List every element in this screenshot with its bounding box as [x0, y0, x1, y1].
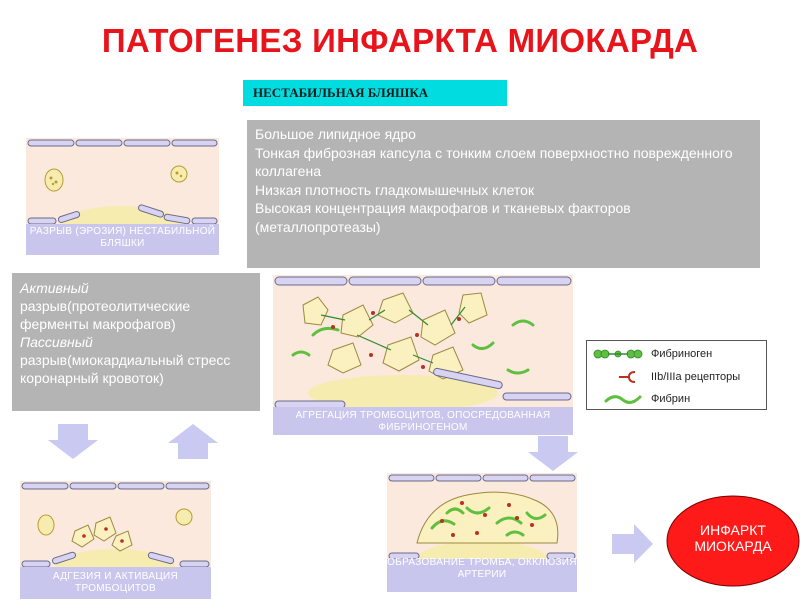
arrow-up-icon	[166, 424, 220, 460]
myocardial-infarction-ellipse	[666, 495, 800, 587]
unstable-plaque-label: НЕСТАБИЛЬНАЯ БЛЯШКА	[243, 80, 507, 106]
page-title: ПАТОГЕНЕЗ ИНФАРКТА МИОКАРДА	[101, 22, 699, 59]
arrow-down-icon	[46, 424, 100, 460]
adhesion-caption: АДГЕЗИЯ И АКТИВАЦИЯ ТРОМБОЦИТОВ	[52, 571, 179, 594]
plaque-features-box	[247, 120, 760, 268]
arrow-down-icon	[526, 436, 580, 472]
aggregation-panel	[273, 275, 573, 435]
outcome-label: ИНФАРКТ МИОКАРДА	[694, 522, 772, 554]
feature-item: Большое липидное ядро	[255, 126, 416, 142]
passive-rupture-title: Пассивный	[20, 334, 93, 350]
legend-item-receptors	[587, 366, 766, 388]
rupture-panel	[26, 138, 219, 255]
fibrinogen-icon	[593, 348, 643, 360]
legend-label-receptors: IIb/IIIa рецепторы	[651, 371, 741, 383]
legend-item-fibrinogen	[587, 343, 766, 365]
feature-item: Тонкая фиброзная капсула с тонким слоем поверхностно поврежденного коллагена	[255, 144, 733, 179]
adhesion-panel	[20, 481, 211, 599]
receptor-icon	[617, 370, 641, 384]
rupture-types-box	[12, 273, 260, 411]
aggregation-caption: АГРЕГАЦИЯ ТРОМБОЦИТОВ, ОПОСРЕДОВАННАЯ ФИБРИНОГЕНОМ	[295, 410, 551, 433]
legend	[586, 340, 767, 410]
thrombus-panel	[387, 473, 577, 592]
fibrin-icon	[603, 392, 643, 406]
rupture-caption: РАЗРЫВ (ЭРОЗИЯ) НЕСТАБИЛЬНОЙ БЛЯШКИ	[29, 226, 216, 249]
active-rupture-text: разрыв(протеолитические ферменты макрофагов)	[20, 298, 191, 332]
arrow-right-icon	[612, 524, 654, 564]
passive-rupture-text: разрыв(миокардиальный стресс коронарный кровоток)	[20, 352, 231, 386]
legend-label-fibrinogen: Фибриноген	[651, 348, 713, 360]
feature-item: Высокая концентрация макрофагов и тканевых факторов (металлопротеазы)	[255, 200, 631, 235]
legend-label-fibrin: Фибрин	[651, 393, 691, 405]
active-rupture-title: Активный	[20, 280, 89, 296]
feature-item: Низкая плотность гладкомышечных клеток	[255, 181, 535, 198]
legend-item-fibrin	[587, 388, 766, 410]
thrombus-caption: ОБРАЗОВАНИЕ ТРОМБА, ОККЛЮЗИЯ АРТЕРИИ	[387, 557, 577, 580]
